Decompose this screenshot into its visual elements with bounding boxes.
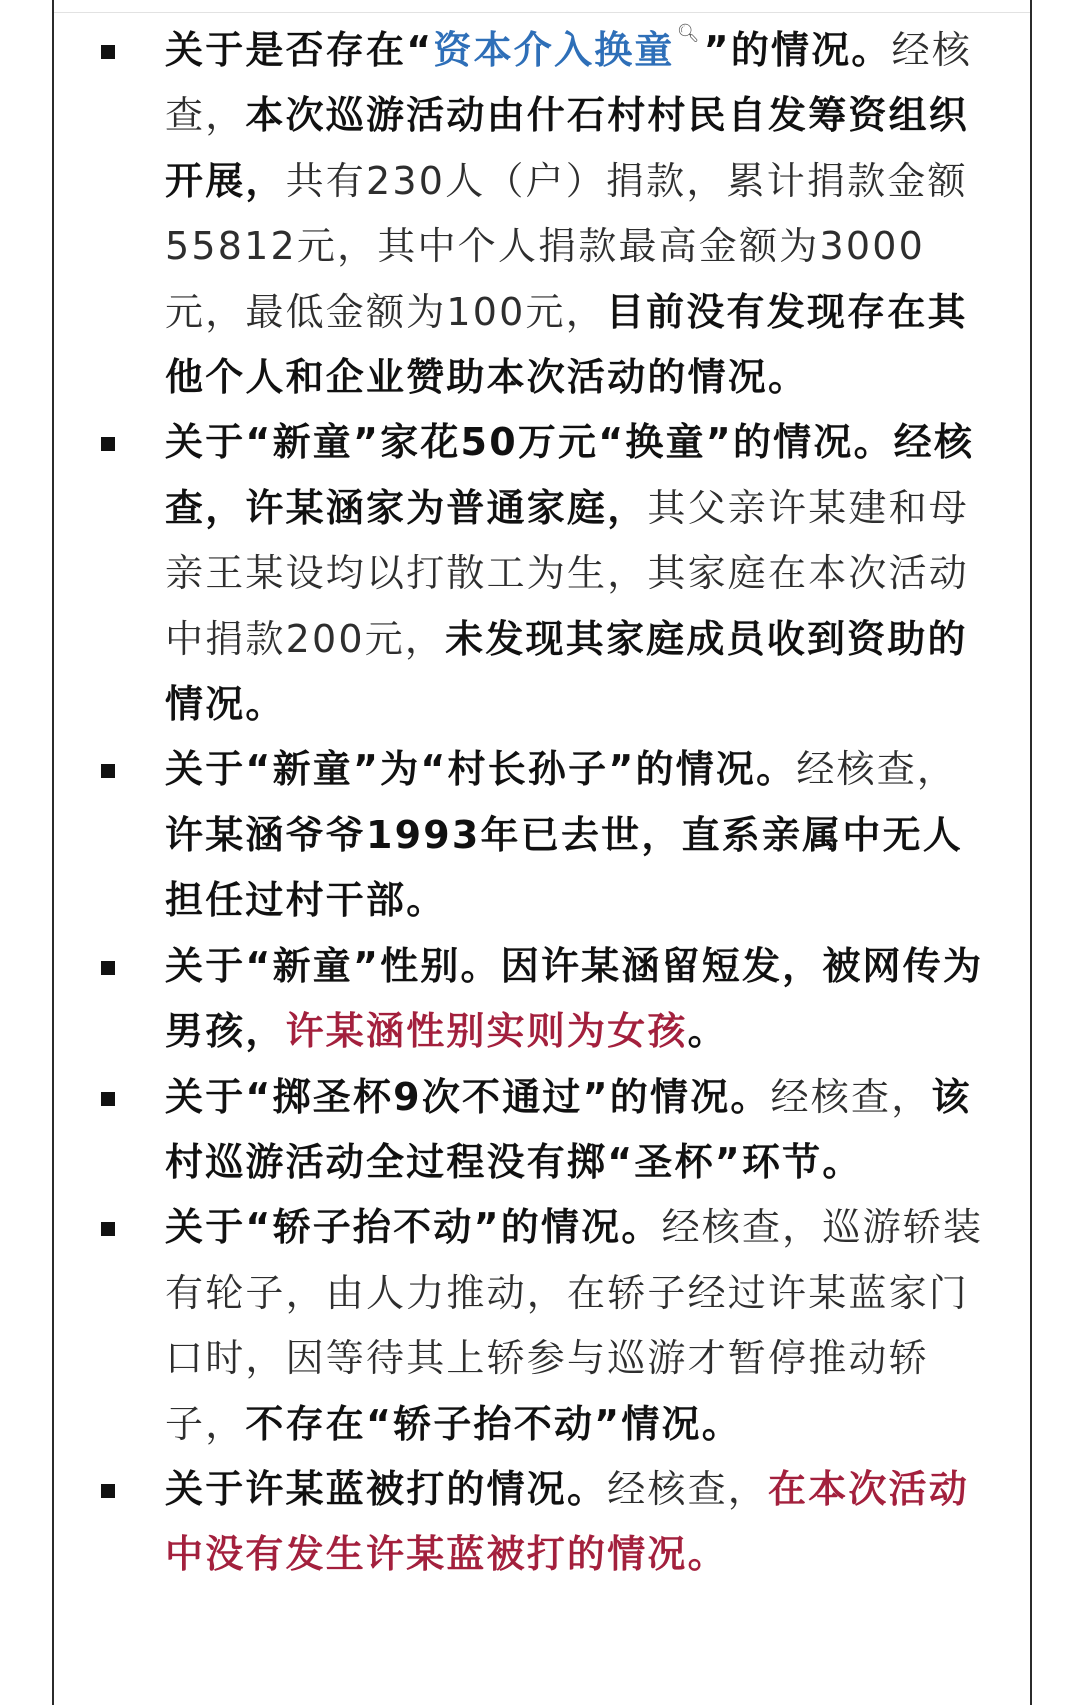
list-item: [54, 1065, 1030, 1196]
article-frame: [52, 0, 1032, 1705]
item-bold-text: 本次巡游活动由什石村村民自发筹资组织开展，: [165, 93, 970, 203]
item-bold-text: 该村巡游活动全过程没有掷“圣杯”环节。: [165, 1074, 972, 1184]
square-bullet-icon: [101, 961, 115, 975]
square-bullet-icon: [101, 1092, 115, 1106]
square-bullet-icon: [101, 764, 115, 778]
item-highlight-text: 在本次活动中没有发生许某蓝被打的情况。: [165, 1466, 970, 1577]
item-heading: 关于“新童”为“村长孙子”的情况。: [165, 747, 797, 792]
item-bold-text: 不存在“轿子抬不动”情况。: [245, 1401, 742, 1446]
search-icon[interactable]: 🔍︎: [676, 23, 702, 44]
item-text: 其父亲许某建和母亲王某设均以打散工为生，其家庭在本次活动中捐款200元，: [165, 485, 970, 661]
item-heading: 关于“新童”性别。因许某涵留短发，被网传为男孩，: [165, 943, 984, 1054]
list-item: [54, 410, 1030, 737]
square-bullet-icon: [101, 1222, 115, 1236]
highlighted-passage: [165, 944, 983, 1053]
list-item: [54, 18, 1030, 410]
item-text: 共有230人（户）捐款，累计捐款金额55812元，其中个人捐款最高金额为3000元，最低金额为100元，: [165, 158, 968, 334]
item-heading: 关于许某蓝被打的情况。: [165, 1466, 608, 1511]
list-item: [54, 1457, 1030, 1588]
findings-list: [54, 18, 1030, 1588]
item-heading: 关于“新童”家花50万元“换童”的情况。经核查，许某涵家为普通家庭，: [165, 420, 975, 530]
square-bullet-icon: [101, 45, 115, 59]
item-text: 经核查，: [165, 28, 973, 138]
item-highlight-text: 许某涵性别实则为女孩: [285, 1009, 688, 1054]
item-bold-text: 未发现其家庭成员收到资助的情况。: [165, 616, 968, 727]
item-heading-end: ”的情况。: [703, 28, 892, 72]
square-bullet-icon: [101, 1484, 115, 1498]
item-heading: 关于是否存在“: [165, 28, 434, 72]
item-text: 经核查，: [770, 1074, 932, 1119]
item-text: 经核查，: [796, 747, 958, 792]
item-bold-text: 目前没有发现存在其他个人和企业赞助本次活动的情况。: [165, 289, 968, 400]
item-bold-text: 许某涵爷爷1993年已去世，直系亲属中无人担任过村干部。: [165, 812, 963, 923]
item-text: 经核查，巡游轿装有轮子，由人力推动，在轿子经过许某蓝家门口时，因等待其上轿参与巡游才暂停推动轿子，: [165, 1205, 984, 1446]
list-item: [54, 737, 1030, 933]
list-item: [54, 1195, 1030, 1457]
list-item: [54, 934, 1030, 1065]
square-bullet-icon: [101, 437, 115, 451]
item-text: 经核查，: [607, 1466, 769, 1511]
item-heading: 关于“掷圣杯9次不通过”的情况。: [165, 1074, 771, 1119]
top-divider: [54, 12, 1030, 13]
item-heading-end: 。: [687, 1009, 728, 1054]
item-heading: 关于“轿子抬不动”的情况。: [165, 1205, 662, 1250]
search-keyword-link[interactable]: 资本介入换童: [433, 28, 675, 72]
